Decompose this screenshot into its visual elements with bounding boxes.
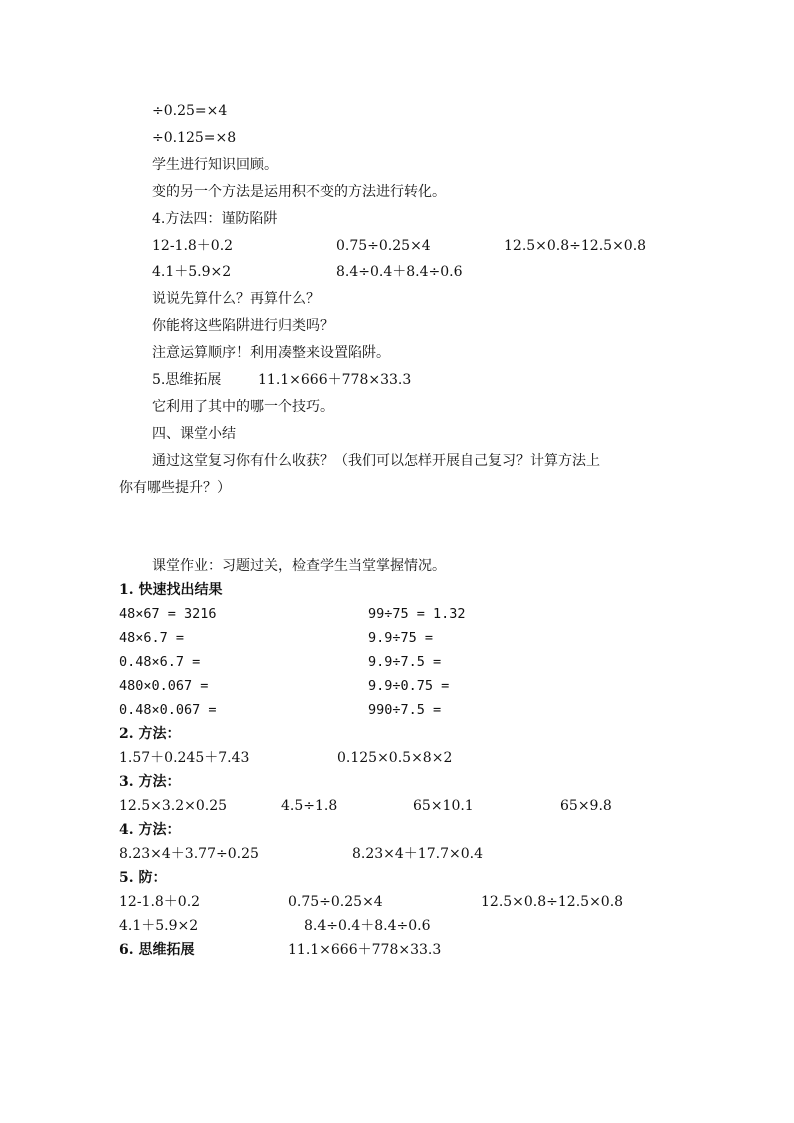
- homework-heading-4: 4. 方法：: [119, 822, 181, 838]
- expression: 12.5×0.8÷12.5×0.8: [481, 894, 624, 910]
- h1-row: [0, 699, 794, 721]
- h2-row: [0, 747, 794, 769]
- expression: 0.48×6.7 =: [119, 654, 201, 670]
- expression: 480×0.067 =: [119, 678, 209, 694]
- expression: 9.9÷75 =: [368, 630, 434, 646]
- expression: 48×6.7 =: [119, 630, 185, 646]
- expression: 4.5÷1.8: [281, 798, 338, 814]
- summary-line-1: 通过这堂复习你有什么收获？（我们可以怎样开展自己复习？计算方法上: [152, 453, 600, 469]
- summary-line-2: 你有哪些提升？）: [119, 480, 231, 496]
- h5-row-1: [0, 891, 794, 913]
- expression: 12-1.8＋0.2: [119, 894, 201, 910]
- expression: 4.1＋5.9×2: [119, 918, 199, 934]
- h1-row: [0, 627, 794, 649]
- expression: 99÷75 = 1.32: [368, 606, 466, 622]
- expression: 0.48×0.067 =: [119, 702, 217, 718]
- expression: 8.4÷0.4＋8.4÷0.6: [304, 918, 431, 934]
- h6-label: 6. 思维拓展: [119, 942, 195, 958]
- review-line-1: ÷0.25=×4: [152, 103, 228, 119]
- method5-label: 5.思维拓展: [152, 372, 222, 388]
- h6-expression: 11.1×666＋778×33.3: [288, 942, 442, 958]
- method5-line: [0, 369, 794, 391]
- question-3: 注意运算顺序！利用凑整来设置陷阱。: [152, 345, 390, 361]
- method5-question: 它利用了其中的哪一个技巧。: [152, 399, 334, 415]
- method4-row-2: [0, 261, 794, 283]
- homework-heading-5: 5. 防：: [119, 870, 167, 886]
- expression: 8.23×4＋3.77÷0.25: [119, 846, 259, 862]
- h1-row: [0, 603, 794, 625]
- h1-row: [0, 675, 794, 697]
- h5-row-2: [0, 915, 794, 937]
- expression: 8.23×4＋17.7×0.4: [352, 846, 483, 862]
- review-line-2: ÷0.125=×8: [152, 130, 237, 146]
- expression: 65×9.8: [560, 798, 612, 814]
- expression: 65×10.1: [413, 798, 474, 814]
- method5-expression: 11.1×666＋778×33.3: [258, 372, 412, 388]
- homework-heading-1: 1. 快速找出结果: [119, 582, 223, 598]
- h3-row: [0, 795, 794, 817]
- expression: 990÷7.5 =: [368, 702, 442, 718]
- expression: 8.4÷0.4＋8.4÷0.6: [336, 264, 463, 280]
- expression: 12.5×3.2×0.25: [119, 798, 228, 814]
- h4-row: [0, 843, 794, 865]
- method4-title: 4.方法四：谨防陷阱: [152, 211, 278, 227]
- expression: 12-1.8＋0.2: [152, 238, 234, 254]
- expression: 9.9÷0.75 =: [368, 678, 450, 694]
- expression: 0.75÷0.25×4: [288, 894, 383, 910]
- homework-heading-3: 3. 方法：: [119, 774, 181, 790]
- expression: 9.9÷7.5 =: [368, 654, 442, 670]
- expression: 0.75÷0.25×4: [336, 238, 431, 254]
- homework-intro: 课堂作业：习题过关，检查学生当堂掌握情况。: [152, 558, 446, 574]
- homework-heading-2: 2. 方法：: [119, 726, 181, 742]
- expression: 0.125×0.5×8×2: [337, 750, 453, 766]
- question-2: 你能将这些陷阱进行归类吗？: [152, 318, 334, 334]
- expression: 4.1＋5.9×2: [152, 264, 232, 280]
- expression: 48×67 = 3216: [119, 606, 217, 622]
- review-line-3: 学生进行知识回顾。: [152, 157, 278, 173]
- method4-row-1: [0, 235, 794, 257]
- section-heading: 四、课堂小结: [152, 426, 236, 442]
- homework-heading-6: [0, 939, 794, 961]
- expression: 12.5×0.8÷12.5×0.8: [504, 238, 647, 254]
- h1-row: [0, 651, 794, 673]
- expression: 1.57＋0.245＋7.43: [119, 750, 250, 766]
- question-1: 说说先算什么？再算什么？: [152, 291, 320, 307]
- review-line-4: 变的另一个方法是运用积不变的方法进行转化。: [152, 184, 446, 200]
